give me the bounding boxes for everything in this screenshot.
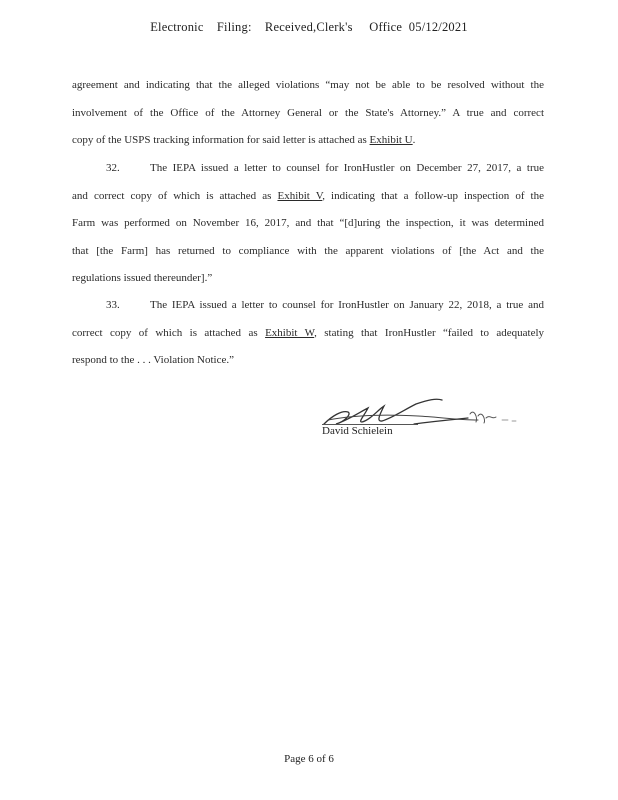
paragraph-line: [72, 155, 544, 183]
signatory-name: David Schielein: [322, 425, 393, 437]
paragraph-line: Farm was performed on November 16, 2017, and that “[d]uring the inspection, it was determined: [72, 217, 544, 229]
paragraph-line: involvement of the Office of the Attorney General or the State's Attorney.” A true and correct: [72, 106, 544, 119]
line-text: , indicating that a follow-up inspection of the: [322, 189, 544, 202]
paragraph-line: [72, 320, 544, 348]
line-text: and correct copy of which is attached as: [72, 189, 278, 202]
line-text: copy of the USPS tracking information for said letter is attached as: [72, 134, 370, 146]
paragraph-number: 33.: [106, 299, 120, 311]
paragraph-line: [72, 292, 544, 320]
filing-header: Electronic Filing: Received,Clerk's Office 05/12/2021: [150, 20, 468, 34]
line-text: .: [412, 134, 416, 146]
paragraph-line: [72, 183, 544, 211]
exhibit-u-link[interactable]: Exhibit U: [369, 134, 413, 146]
paragraph-33: [72, 292, 544, 375]
paragraph-line: agreement and indicating that the alleged violations “may not be able to be resolved without the: [72, 79, 544, 91]
line-text: correct copy of which is attached as: [72, 326, 266, 339]
paragraph-line: regulations issued thereunder].”: [72, 272, 213, 284]
line-text: The IEPA issued a letter to counsel for IronHustler on January 22, 2018, a true and: [150, 299, 544, 311]
paragraph-number: 32.: [106, 162, 120, 174]
exhibit-v-link[interactable]: Exhibit V: [277, 189, 323, 202]
paragraph-line: that [the Farm] has returned to compliance with the apparent violations of [the Act and the: [72, 244, 544, 257]
exhibit-w-link[interactable]: Exhibit W: [265, 326, 315, 339]
page-number: Page 6 of 6: [284, 753, 334, 765]
paragraph-continuation: [72, 72, 544, 155]
line-text: The IEPA issued a letter to counsel for IronHustler on December 27, 2017, a true: [150, 162, 544, 174]
paragraph-line: [72, 127, 544, 155]
paragraph-line: respond to the . . . Violation Notice.”: [72, 354, 234, 366]
line-text: , stating that IronHustler “failed to adequately: [314, 326, 545, 339]
paragraph-32: [72, 155, 544, 293]
